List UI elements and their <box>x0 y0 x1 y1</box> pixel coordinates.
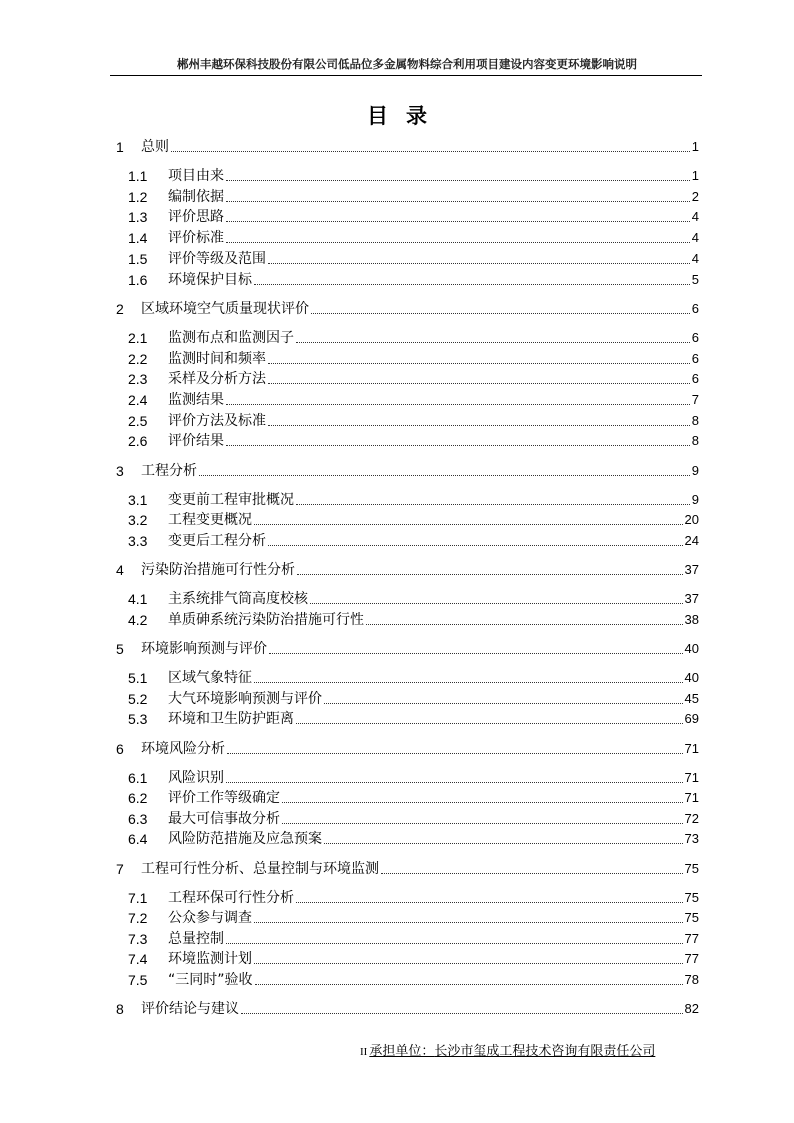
toc-section-entry[interactable] <box>128 611 699 628</box>
toc-entry-page: 6 <box>691 371 699 386</box>
toc-entry-title: 污染防治措施可行性分析 <box>141 562 295 578</box>
toc-entry-number: 2 <box>116 301 124 317</box>
toc-entry-title: 监测布点和监测因子 <box>168 330 294 346</box>
toc-entry-title: 大气环境影响预测与评价 <box>168 691 322 707</box>
toc-dot-leader <box>282 823 683 824</box>
toc-entry-title: 采样及分析方法 <box>168 371 266 387</box>
toc-entry-number: 2.6 <box>128 433 148 449</box>
toc-entry-page: 8 <box>691 433 699 448</box>
toc-dot-leader <box>297 574 683 575</box>
toc-chapter-entry[interactable] <box>116 740 699 757</box>
toc-entry-page: 2 <box>691 189 699 204</box>
toc-entry-number: 1.3 <box>128 209 148 225</box>
toc-entry-number: 4.1 <box>128 591 148 607</box>
toc-entry-page: 7 <box>691 392 699 407</box>
toc-entry-number: 5.1 <box>128 670 148 686</box>
toc-entry-number: 4 <box>116 562 124 578</box>
toc-dot-leader <box>254 284 690 285</box>
toc-entry-number: 2.5 <box>128 413 148 429</box>
toc-entry-title: 工程环保可行性分析 <box>168 890 294 906</box>
toc-entry-page: 71 <box>684 790 699 805</box>
toc-entry-title: 监测时间和频率 <box>168 351 266 367</box>
toc-entry-number: 6.1 <box>128 770 148 786</box>
toc-dot-leader <box>296 723 683 724</box>
toc-entry-title: 环境影响预测与评价 <box>141 641 267 657</box>
toc-entry-page: 1 <box>691 168 699 183</box>
toc-entry-number: 6.4 <box>128 831 148 847</box>
toc-entry-number: 7.3 <box>128 931 148 947</box>
toc-entry-title: 总则 <box>141 139 169 155</box>
toc-chapter-entry[interactable] <box>116 300 699 317</box>
toc-entry-number: 3.2 <box>128 512 148 528</box>
toc-dot-leader <box>381 873 683 874</box>
toc-entry-number: 1.5 <box>128 251 148 267</box>
toc-section-entry[interactable] <box>128 511 699 528</box>
toc-entry-page: 77 <box>684 951 699 966</box>
toc-entry-number: 7.4 <box>128 951 148 967</box>
toc-dot-leader <box>310 603 683 604</box>
toc-section-entry[interactable] <box>128 830 699 847</box>
toc-entry-number: 7.2 <box>128 910 148 926</box>
toc-dot-leader <box>268 425 690 426</box>
toc-entry-number: 2.1 <box>128 330 148 346</box>
toc-entry-title: 评价方法及标准 <box>168 413 266 429</box>
toc-dot-leader <box>268 363 690 364</box>
toc-entry-title: 编制依据 <box>168 189 224 205</box>
toc-dot-leader <box>227 753 683 754</box>
toc-entry-page: 38 <box>684 612 699 627</box>
toc-entry-number: 7.5 <box>128 972 148 988</box>
toc-section-entry[interactable] <box>128 930 699 947</box>
toc-section-entry[interactable] <box>128 590 699 607</box>
toc-entry-number: 4.2 <box>128 612 148 628</box>
toc-entry-number: 7.1 <box>128 890 148 906</box>
toc-entry-page: 37 <box>684 562 699 577</box>
toc-chapter-entry[interactable] <box>116 462 699 479</box>
toc-entry-number: 5.2 <box>128 691 148 707</box>
toc-section-entry[interactable] <box>128 909 699 926</box>
toc-dot-leader <box>226 221 690 222</box>
toc-entry-page: 75 <box>684 861 699 876</box>
toc-entry-number: 2.2 <box>128 351 148 367</box>
header-rule <box>110 75 702 76</box>
toc-entry-page: 8 <box>691 413 699 428</box>
toc-dot-leader <box>254 963 683 964</box>
toc-dot-leader <box>296 902 683 903</box>
toc-dot-leader <box>324 703 683 704</box>
running-header: 郴州丰越环保科技股份有限公司低品位多金属物料综合利用项目建设内容变更环境影响说明 <box>177 57 637 71</box>
toc-section-entry[interactable] <box>128 769 699 786</box>
toc-dot-leader <box>171 151 690 152</box>
toc-dot-leader <box>254 682 683 683</box>
toc-entry-title: 环境保护目标 <box>168 272 252 288</box>
toc-entry-title: 环境和卫生防护距离 <box>168 711 294 727</box>
toc-section-entry[interactable] <box>128 370 699 387</box>
toc-entry-page: 6 <box>691 351 699 366</box>
toc-entry-page: 75 <box>684 910 699 925</box>
toc-chapter-entry[interactable] <box>116 561 699 578</box>
toc-dot-leader <box>268 263 690 264</box>
toc-entry-title: 主系统排气筒高度校核 <box>168 591 308 607</box>
toc-dot-leader <box>226 180 690 181</box>
toc-section-entry[interactable] <box>128 432 699 449</box>
toc-entry-page: 24 <box>684 533 699 548</box>
toc-dot-leader <box>226 201 690 202</box>
toc-entry-page: 6 <box>691 301 699 316</box>
toc-entry-page: 1 <box>691 139 699 154</box>
toc-dot-leader <box>255 984 683 985</box>
toc-dot-leader <box>241 1013 683 1014</box>
toc-chapter-entry[interactable] <box>116 138 699 155</box>
toc-entry-page: 69 <box>684 711 699 726</box>
toc-entry-title: 风险识别 <box>168 770 224 786</box>
toc-section-entry[interactable] <box>128 271 699 288</box>
toc-entry-page: 4 <box>691 230 699 245</box>
toc-dot-leader <box>268 383 690 384</box>
toc-section-entry[interactable] <box>128 950 699 967</box>
toc-section-entry[interactable] <box>128 229 699 246</box>
toc-dot-leader <box>199 475 690 476</box>
toc-entry-page: 78 <box>684 972 699 987</box>
toc-entry-page: 72 <box>684 811 699 826</box>
toc-entry-number: 6 <box>116 741 124 757</box>
toc-entry-title: 评价等级及范围 <box>168 251 266 267</box>
toc-dot-leader <box>282 802 683 803</box>
toc-section-entry[interactable] <box>128 188 699 205</box>
toc-entry-page: 40 <box>684 670 699 685</box>
toc-section-entry[interactable] <box>128 532 699 549</box>
toc-entry-number: 1.4 <box>128 230 148 246</box>
toc-entry-number: 7 <box>116 861 124 877</box>
toc-entry-title: 评价工作等级确定 <box>168 790 280 806</box>
toc-section-entry[interactable] <box>128 412 699 429</box>
toc-entry-page: 9 <box>691 492 699 507</box>
toc-dot-leader <box>254 922 683 923</box>
footer-organization: 长沙市玺成工程技术咨询有限责任公司 <box>434 1044 656 1059</box>
toc-entry-title: “三同时”验收 <box>168 972 253 988</box>
toc-section-entry[interactable] <box>128 710 699 727</box>
toc-entry-title: 总量控制 <box>168 931 224 947</box>
toc-section-entry[interactable] <box>128 208 699 225</box>
toc-entry-title: 变更前工程审批概况 <box>168 492 294 508</box>
toc-entry-page: 20 <box>684 512 699 527</box>
toc-chapter-entry[interactable] <box>116 1000 699 1017</box>
toc-dot-leader <box>226 242 690 243</box>
toc-entry-number: 1.2 <box>128 189 148 205</box>
toc-entry-title: 环境风险分析 <box>141 741 225 757</box>
toc-entry-number: 5.3 <box>128 711 148 727</box>
toc-chapter-entry[interactable] <box>116 860 699 877</box>
toc-dot-leader <box>268 545 683 546</box>
toc-section-entry[interactable] <box>128 167 699 184</box>
toc-entry-number: 2.3 <box>128 371 148 387</box>
page-title: 目录 <box>367 104 445 128</box>
footer-organization-line <box>369 1044 655 1059</box>
toc-dot-leader <box>226 445 690 446</box>
toc-entry-title: 评价标准 <box>168 230 224 246</box>
toc-section-entry[interactable] <box>128 329 699 346</box>
toc-entry-number: 6.2 <box>128 790 148 806</box>
toc-section-entry[interactable] <box>128 889 699 906</box>
toc-entry-number: 5 <box>116 641 124 657</box>
toc-entry-title: 工程变更概况 <box>168 512 252 528</box>
toc-section-entry[interactable] <box>128 350 699 367</box>
toc-entry-number: 3.1 <box>128 492 148 508</box>
toc-dot-leader <box>311 313 690 314</box>
toc-entry-page: 4 <box>691 251 699 266</box>
toc-entry-title: 评价结果 <box>168 433 224 449</box>
toc-dot-leader <box>366 624 683 625</box>
toc-dot-leader <box>226 404 690 405</box>
toc-entry-page: 6 <box>691 330 699 345</box>
toc-entry-number: 3.3 <box>128 533 148 549</box>
toc-entry-title: 工程可行性分析、总量控制与环境监测 <box>141 861 379 877</box>
toc-entry-title: 工程分析 <box>141 463 197 479</box>
toc-entry-title: 监测结果 <box>168 392 224 408</box>
toc-section-entry[interactable] <box>128 810 699 827</box>
toc-entry-page: 37 <box>684 591 699 606</box>
toc-section-entry[interactable] <box>128 250 699 267</box>
toc-section-entry[interactable] <box>128 391 699 408</box>
toc-entry-number: 1 <box>116 139 124 155</box>
toc-dot-leader <box>324 843 683 844</box>
toc-entry-page: 82 <box>684 1001 699 1016</box>
toc-entry-number: 8 <box>116 1001 124 1017</box>
toc-entry-title: 环境监测计划 <box>168 951 252 967</box>
footer-label: 承担单位： <box>369 1044 435 1059</box>
toc-section-entry[interactable] <box>128 971 699 988</box>
toc-entry-page: 40 <box>684 641 699 656</box>
toc-entry-page: 5 <box>691 272 699 287</box>
toc-dot-leader <box>254 524 683 525</box>
toc-entry-number: 1.1 <box>128 168 148 184</box>
toc-dot-leader <box>269 653 683 654</box>
toc-entry-title: 公众参与调查 <box>168 910 252 926</box>
toc-entry-number: 6.3 <box>128 811 148 827</box>
toc-entry-title: 区域气象特征 <box>168 670 252 686</box>
toc-entry-page: 4 <box>691 209 699 224</box>
toc-entry-page: 73 <box>684 831 699 846</box>
toc-entry-page: 71 <box>684 741 699 756</box>
toc-dot-leader <box>226 943 683 944</box>
toc-chapter-entry[interactable] <box>116 640 699 657</box>
toc-entry-page: 77 <box>684 931 699 946</box>
toc-entry-title: 项目由来 <box>168 168 224 184</box>
toc-entry-page: 45 <box>684 691 699 706</box>
toc-entry-title: 风险防范措施及应急预案 <box>168 831 322 847</box>
toc-dot-leader <box>226 782 683 783</box>
toc-section-entry[interactable] <box>128 690 699 707</box>
toc-entry-title: 单质砷系统污染防治措施可行性 <box>168 612 364 628</box>
toc-section-entry[interactable] <box>128 789 699 806</box>
toc-entry-number: 2.4 <box>128 392 148 408</box>
toc-dot-leader <box>296 342 690 343</box>
page-footer <box>360 1040 655 1059</box>
toc-dot-leader <box>296 504 690 505</box>
toc-entry-title: 评价思路 <box>168 209 224 225</box>
toc-entry-title: 区域环境空气质量现状评价 <box>141 301 309 317</box>
toc-entry-page: 75 <box>684 890 699 905</box>
toc-entry-title: 变更后工程分析 <box>168 533 266 549</box>
toc-section-entry[interactable] <box>128 669 699 686</box>
toc-entry-page: 71 <box>684 770 699 785</box>
toc-entry-title: 评价结论与建议 <box>141 1001 239 1017</box>
toc-entry-page: 9 <box>691 463 699 478</box>
toc-entry-number: 3 <box>116 463 124 479</box>
footer-page-number: II <box>360 1046 368 1058</box>
toc-entry-number: 1.6 <box>128 272 148 288</box>
toc-entry-title: 最大可信事故分析 <box>168 811 280 827</box>
toc-section-entry[interactable] <box>128 491 699 508</box>
